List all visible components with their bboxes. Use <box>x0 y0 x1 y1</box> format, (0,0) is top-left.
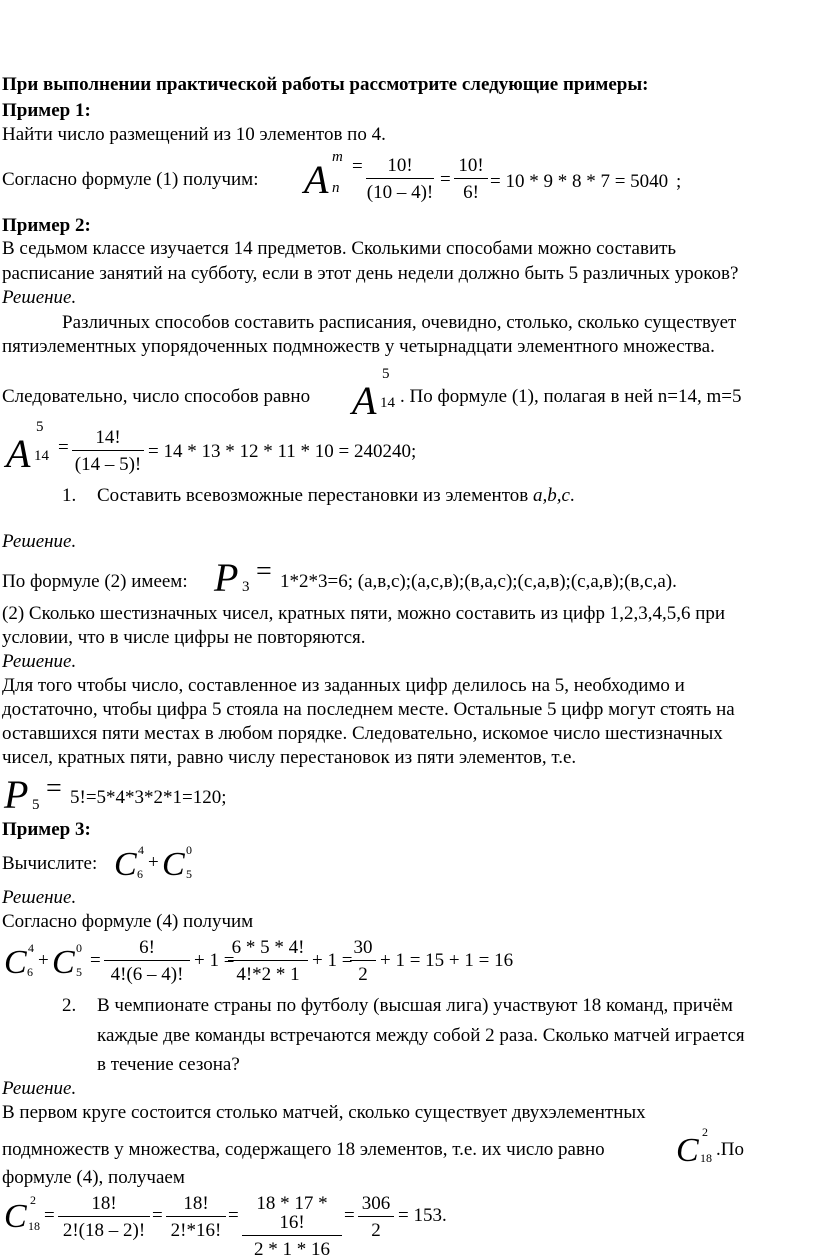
fraction <box>166 1194 226 1240</box>
fraction-denominator: 6! <box>463 182 479 203</box>
fraction <box>242 1194 342 1259</box>
formula-subscript: 5 <box>76 965 82 979</box>
list-number: 1. <box>62 485 77 506</box>
fraction-numerator: 18! <box>58 1194 150 1217</box>
formula-superscript: 4 <box>138 843 144 857</box>
formula-symbol: C <box>4 944 27 981</box>
paragraph-line: оставшихся пяти местах в любом порядке. Следовательно, искомое число шестизначных <box>2 723 723 744</box>
formula-result: + 1 = 15 + 1 = 16 <box>380 950 514 971</box>
formula-symbol: A <box>352 378 377 423</box>
solution-label: Решение. <box>2 531 77 552</box>
paragraph-line: . По формуле (1), полагая в ней n=14, m=5 <box>400 386 742 407</box>
solution-label: Решение. <box>2 1078 77 1099</box>
formula-superscript: m <box>332 149 343 165</box>
formula-equals: = <box>440 169 451 190</box>
formula-equals: = <box>46 773 62 804</box>
formula-subscript: 5 <box>32 797 40 813</box>
formula-superscript: 2 <box>702 1125 708 1139</box>
example-1-lead: Согласно формуле (1) получим: <box>2 169 259 190</box>
list-item-line: каждые две команды встречаются между собой 2 раза. Сколько матчей играется <box>97 1025 745 1046</box>
paragraph-line: расписание занятий на субботу, если в этот день недели должно быть 5 различных уроков? <box>2 263 739 284</box>
paragraph-line: 1*2*3=6; (а,в,с);(а,с,в);(в,а,с);(с,а,в);(с,а,в);(в,с,а). <box>280 571 677 592</box>
solution-label: Решение. <box>2 887 77 908</box>
formula-subscript: 6 <box>137 867 143 881</box>
formula-equals: = <box>228 1205 239 1226</box>
solution-label: Решение. <box>2 287 77 308</box>
formula-text: + 1 = <box>194 950 235 971</box>
formula-result: = 10 * 9 * 8 * 7 = 5040 <box>490 171 669 192</box>
formula-symbol: C <box>162 846 185 883</box>
formula-symbol: C <box>52 944 75 981</box>
paragraph-line: (2) Сколько шестизначных чисел, кратных пяти, можно составить из цифр 1,2,3,4,5,6 при <box>2 603 726 624</box>
paragraph-line: достаточно, чтобы цифра 5 стояла на последнем месте. Остальные 5 цифр могут стоять на <box>2 699 735 720</box>
example-3-title: Пример 3: <box>2 819 91 840</box>
paragraph-line: Следовательно, число способов равно <box>2 386 311 407</box>
fraction <box>104 938 190 984</box>
formula-superscript: 0 <box>76 941 82 955</box>
elements: a,b,c <box>532 485 570 506</box>
formula-equals: = <box>256 556 272 587</box>
fraction-denominator: 4!*2 * 1 <box>236 964 300 985</box>
fraction-denominator: 2 <box>358 964 368 985</box>
formula-superscript: 0 <box>186 843 192 857</box>
heading: При выполнении практической работы рассмотрите следующие примеры: <box>2 74 649 95</box>
paragraph-line: Для того чтобы число, составленное из заданных цифр делилось на 5, необходимо и <box>2 675 685 696</box>
paragraph-line: пятиэлементных упорядоченных подмножеств у четырнадцати элементного множества. <box>2 336 715 357</box>
fraction-denominator: (14 – 5)! <box>74 454 142 475</box>
paragraph-line: Согласно формуле (4) получим <box>2 911 254 932</box>
formula-subscript: 14 <box>34 448 49 464</box>
paragraph-line: условии, что в числе цифры не повторяются. <box>2 627 366 648</box>
fraction-numerator: 18! <box>166 1194 226 1217</box>
fraction-denominator: 2!(18 – 2)! <box>62 1220 146 1241</box>
fraction-numerator: 6! <box>104 938 190 961</box>
list-item-text: Составить всевозможные перестановки из элементов <box>97 485 533 506</box>
fraction-numerator: 18 * 17 * 16! <box>242 1194 342 1236</box>
paragraph-line: В первом круге состоится столько матчей, сколько существует двухэлементных <box>2 1102 646 1123</box>
fraction <box>358 1194 394 1240</box>
formula-text: + 1 = <box>312 950 353 971</box>
paragraph-line: .По <box>716 1139 744 1160</box>
formula-equals: = <box>344 1205 355 1226</box>
fraction-numerator: 6 * 5 * 4! <box>228 938 308 961</box>
formula-superscript: 4 <box>28 941 34 955</box>
formula-symbol: A <box>304 157 329 202</box>
formula-subscript: 6 <box>27 965 33 979</box>
paragraph-line: Вычислите: <box>2 853 98 874</box>
example-1-task: Найти число размещений из 10 элементов по 4. <box>2 124 386 145</box>
paragraph-line: формуле (4), получаем <box>2 1167 185 1188</box>
fraction-numerator: 14! <box>72 428 144 451</box>
formula-result: = 14 * 13 * 12 * 11 * 10 = 240240; <box>148 441 417 462</box>
formula-semicolon: ; <box>676 171 682 192</box>
fraction <box>228 938 308 984</box>
paragraph-line: подмножеств у множества, содержащего 18 элементов, т.е. их число равно <box>2 1139 605 1160</box>
fraction <box>454 156 488 202</box>
fraction <box>366 156 434 202</box>
formula-symbol: P <box>214 555 239 600</box>
formula-subscript: n <box>332 180 340 196</box>
paragraph-line: 5!=5*4*3*2*1=120; <box>70 787 227 808</box>
formula-equals: = <box>58 437 69 458</box>
fraction-numerator: 10! <box>366 156 434 179</box>
fraction-denominator: 2!*16! <box>170 1220 222 1241</box>
formula-result: = 153. <box>398 1205 447 1226</box>
formula-symbol: P <box>4 772 29 817</box>
formula-plus: + <box>148 852 159 873</box>
formula-symbol: C <box>4 1198 27 1235</box>
paragraph-line: В седьмом классе изучается 14 предметов. Сколькими способами можно составить <box>2 238 677 259</box>
formula-subscript: 14 <box>380 395 395 411</box>
formula-equals: = <box>352 156 363 177</box>
list-number: 2. <box>62 995 77 1016</box>
formula-subscript: 5 <box>186 867 192 881</box>
fraction-denominator: 2 <box>371 1220 381 1241</box>
formula-equals: = <box>152 1205 163 1226</box>
formula-symbol: A <box>6 431 31 476</box>
period: . <box>569 485 575 506</box>
fraction-numerator: 30 <box>350 938 376 961</box>
formula-subscript: 3 <box>242 579 250 595</box>
fraction <box>58 1194 150 1240</box>
fraction <box>72 428 144 474</box>
solution-label: Решение. <box>2 651 77 672</box>
paragraph-line: чисел, кратных пяти, равно числу перестановок из пяти элементов, т.е. <box>2 747 577 768</box>
example-2-title: Пример 2: <box>2 215 91 236</box>
formula-subscript: 18 <box>28 1219 40 1233</box>
formula-equals: = <box>44 1205 55 1226</box>
formula-superscript: 2 <box>30 1193 36 1207</box>
formula-plus: + <box>38 950 49 971</box>
formula-symbol: C <box>114 846 137 883</box>
example-1-title: Пример 1: <box>2 100 91 121</box>
fraction-denominator: 2 * 1 * 16 <box>254 1239 330 1260</box>
list-item-line: в течение сезона? <box>97 1054 240 1075</box>
fraction-denominator: (10 – 4)! <box>366 182 434 203</box>
fraction <box>350 938 376 984</box>
fraction-denominator: 4!(6 – 4)! <box>110 964 184 985</box>
paragraph-line: По формуле (2) имеем: <box>2 571 188 592</box>
formula-superscript: 5 <box>36 419 44 435</box>
paragraph-line: Различных способов составить расписания, очевидно, столько, сколько существует <box>62 312 737 333</box>
list-item <box>97 484 575 508</box>
formula-subscript: 18 <box>700 1151 712 1165</box>
formula-equals: = <box>90 950 101 971</box>
formula-superscript: 5 <box>382 366 390 382</box>
fraction-numerator: 10! <box>454 156 488 179</box>
fraction-numerator: 306 <box>358 1194 394 1217</box>
list-item-line: В чемпионате страны по футболу (высшая лига) участвуют 18 команд, причём <box>97 995 733 1016</box>
formula-symbol: C <box>676 1132 699 1169</box>
